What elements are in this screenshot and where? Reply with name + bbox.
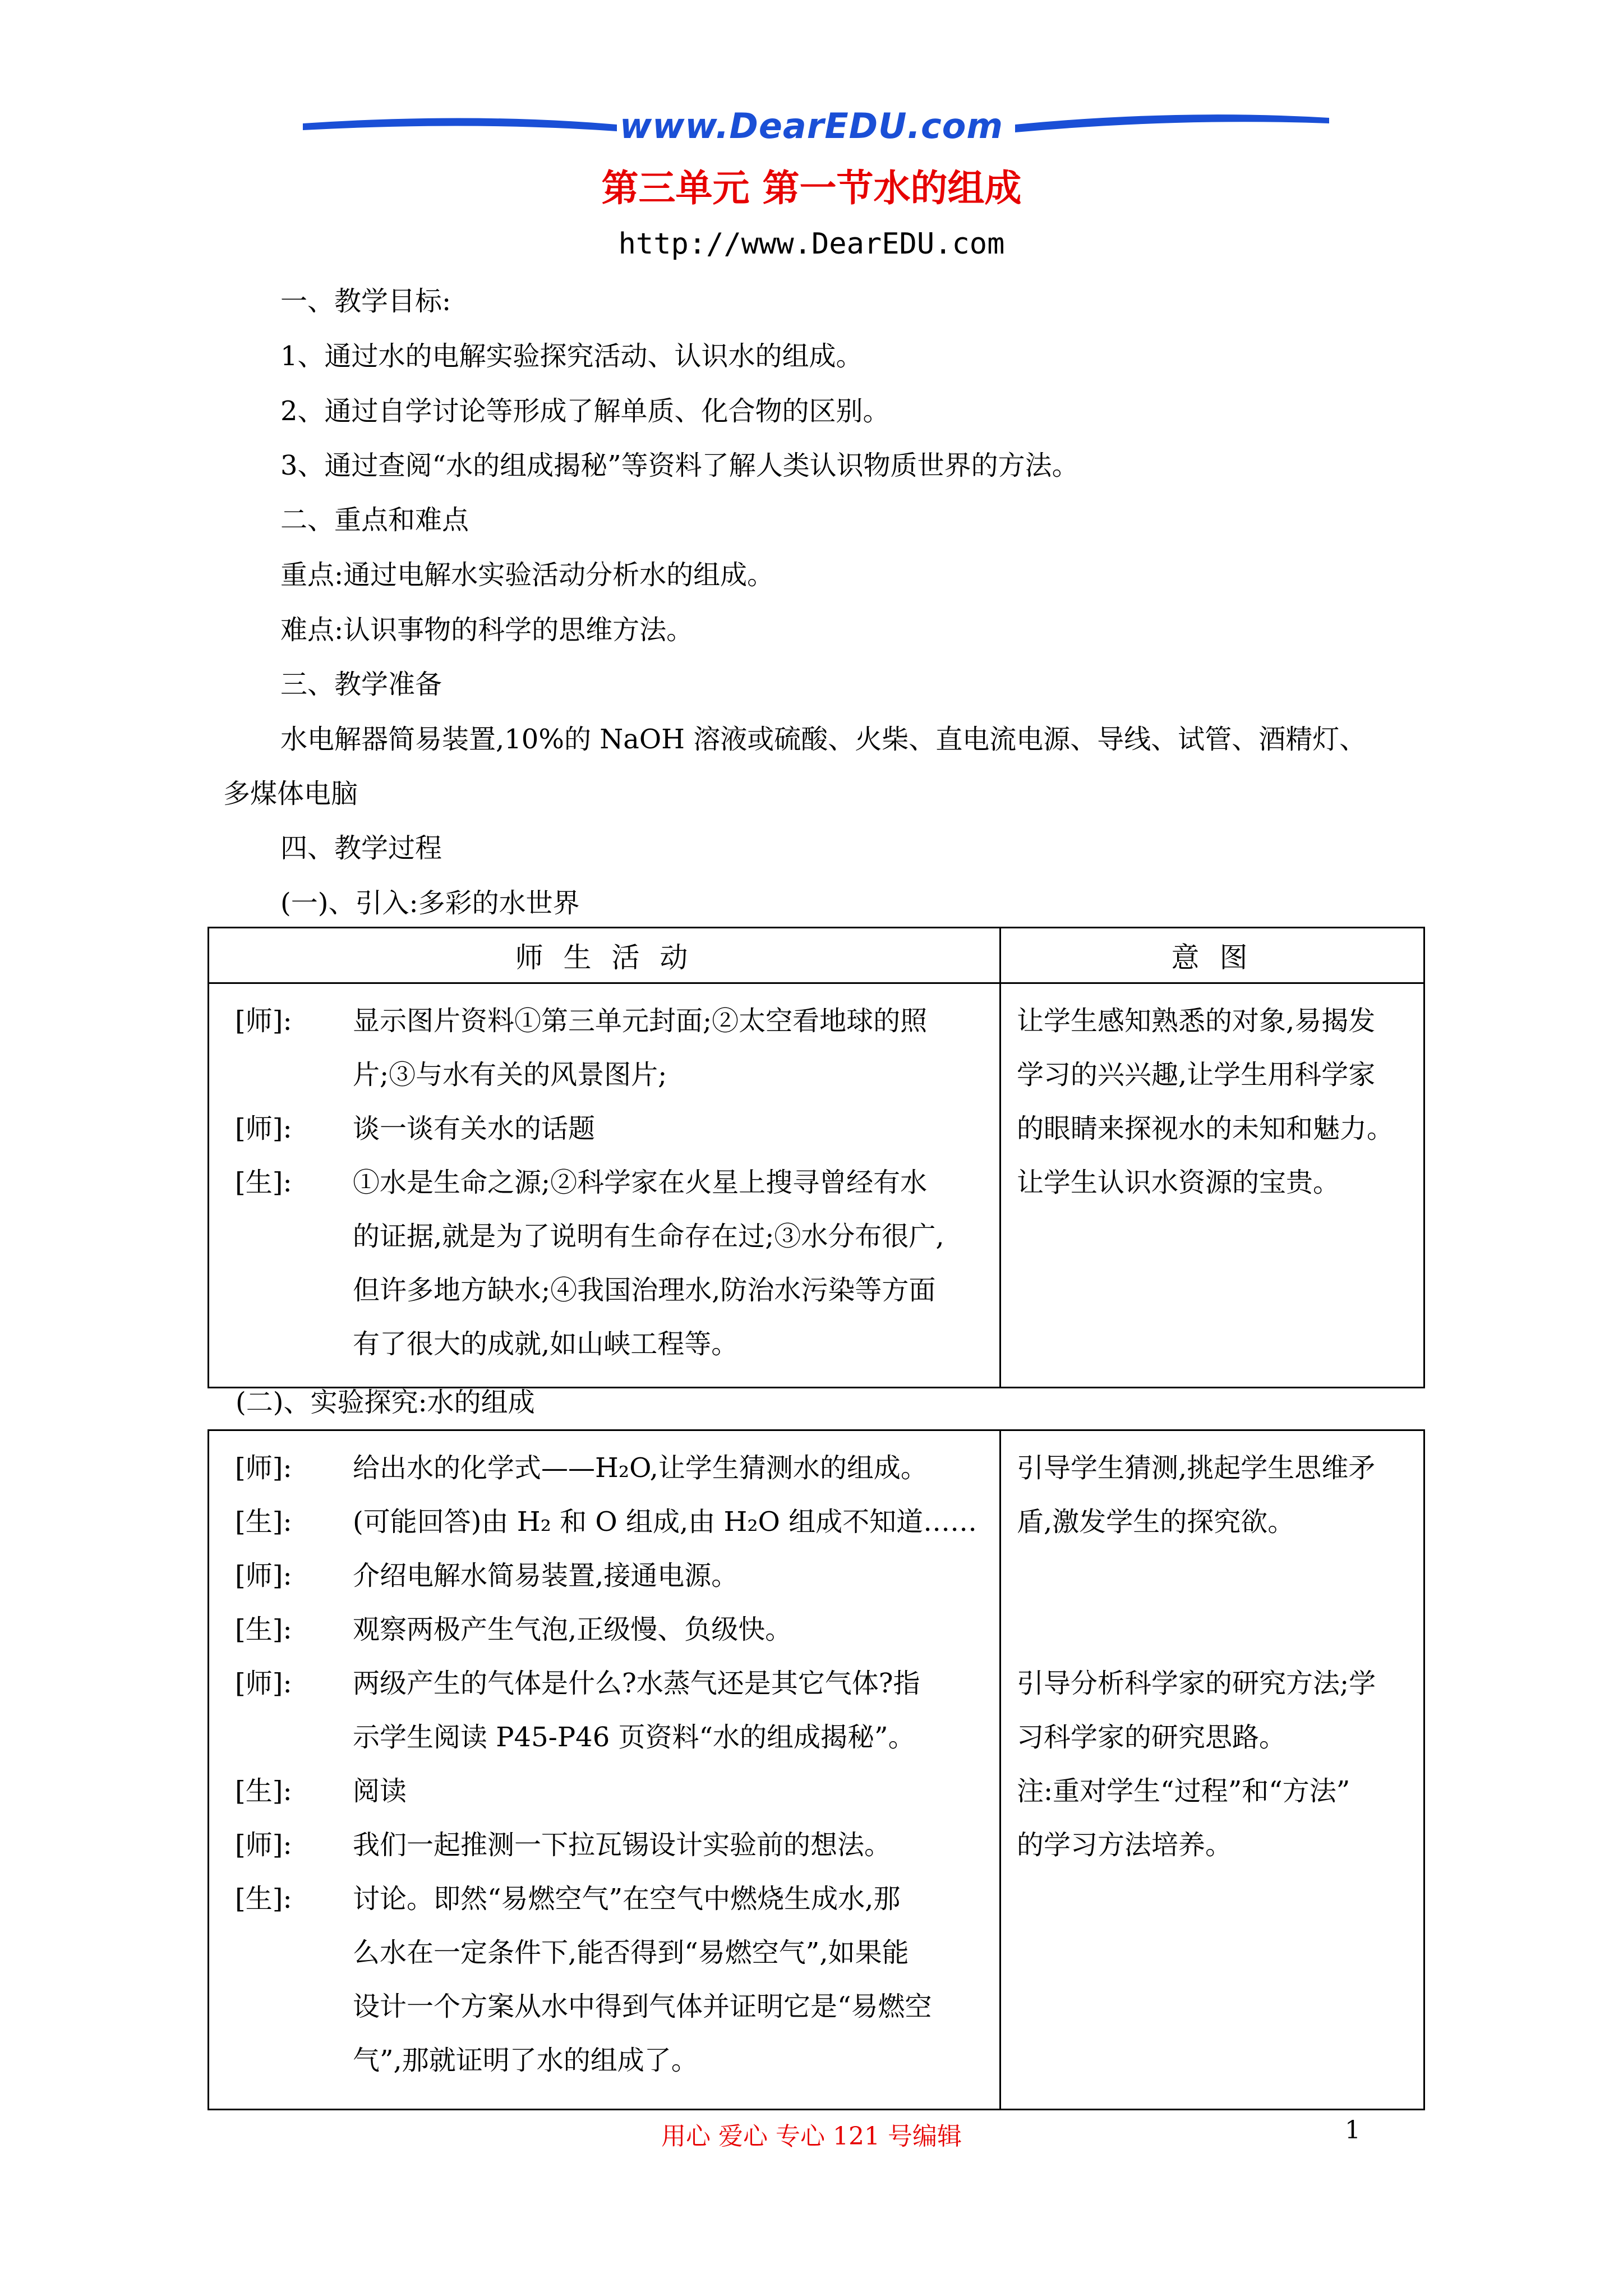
goals-heading: 一、教学目标: — [280, 286, 451, 317]
speaker-label: [生]: — [235, 1883, 292, 1915]
speaker-label: [生]: — [235, 1775, 292, 1807]
experiment-table — [208, 1429, 1425, 2110]
speaker-label: [生]: — [235, 1506, 292, 1538]
intent-line: 让学生认识水资源的宝贵。 — [1017, 1167, 1340, 1198]
intent-line: 引导学生猜测,挑起学生思维矛 — [1017, 1452, 1376, 1484]
dialogue-line: 谈一谈有关水的话题 — [353, 1113, 596, 1144]
part1-heading: (一)、引入:多彩的水世界 — [280, 887, 580, 919]
intent-line: 的学习方法培养。 — [1017, 1829, 1233, 1861]
dialogue-line: 片;③与水有关的风景图片; — [353, 1059, 667, 1091]
dialogue-row — [235, 994, 988, 1102]
dialogue-line: 有了很大的成就,如山峡工程等。 — [353, 1328, 739, 1360]
intent-cell — [1000, 983, 1424, 1388]
prep-heading: 三、教学准备 — [280, 669, 442, 700]
activity-cell — [209, 983, 1000, 1388]
dialogue-line: 阅读 — [353, 1775, 407, 1807]
speaker-label: [师]: — [235, 1829, 292, 1861]
dialogue-row — [235, 1102, 988, 1156]
dialogue-row — [235, 1818, 988, 1872]
intent-line: 盾,激发学生的探究欲。 — [1017, 1506, 1295, 1538]
dialogue-line: 气”,那就证明了水的组成了。 — [353, 2045, 698, 2076]
speaker-label: [师]: — [235, 1113, 292, 1144]
goal-1: 1、通过水的电解实验探究活动、认识水的组成。 — [280, 341, 863, 372]
prep-line-2: 多煤体电脑 — [223, 778, 358, 809]
dialogue-line: 么水在一定条件下,能否得到“易燃空气”,如果能 — [353, 1937, 909, 1968]
part2-heading: (二)、实验探究:水的组成 — [236, 1387, 535, 1418]
dialogue-row — [235, 1603, 988, 1657]
intent-line: 习科学家的研究思路。 — [1017, 1722, 1287, 1753]
goal-2: 2、通过自学讨论等形成了解单质、化合物的区别。 — [280, 395, 890, 427]
dialogue-row — [235, 1441, 988, 1495]
page-title: 第三单元 第一节水的组成 — [601, 167, 1022, 210]
dialogue-line: 显示图片资料①第三单元封面;②太空看地球的照 — [353, 1005, 928, 1037]
dialogue-line: 的证据,就是为了说明有生命存在过;③水分布很广, — [353, 1221, 944, 1252]
dialogue-line: 但许多地方缺水;④我国治理水,防治水污染等方面 — [353, 1274, 936, 1306]
intent-line: 的眼睛来探视水的未知和魅力。 — [1017, 1113, 1394, 1144]
footer-slogan: 用心 爱心 专心 121 号编辑 — [661, 2122, 962, 2151]
prep-line-1: 水电解器简易装置,10%的 NaOH 溶液或硫酸、火柴、直电流电源、导线、试管、酒精灯、 — [280, 724, 1367, 755]
dialogue-row — [235, 1764, 988, 1818]
dialogue-line: 两级产生的气体是什么?水蒸气还是其它气体?指 — [353, 1668, 920, 1699]
dialogue-line: 示学生阅读 P45-P46 页资料“水的组成揭秘”。 — [353, 1722, 915, 1753]
intent-line: 让学生感知熟悉的对象,易揭发 — [1017, 1005, 1376, 1037]
key-point: 重点:通过电解水实验活动分析水的组成。 — [280, 559, 774, 591]
speaker-label: [生]: — [235, 1614, 292, 1645]
speaker-label: [师]: — [235, 1005, 292, 1037]
intent-line: 注:重对学生“过程”和“方法” — [1017, 1775, 1350, 1807]
dialogue-row — [235, 1657, 988, 1764]
process-heading: 四、教学过程 — [280, 832, 442, 864]
dialogue-row — [235, 1549, 988, 1603]
speaker-label: [生]: — [235, 1167, 292, 1198]
intent-line: 引导分析科学家的研究方法;学 — [1017, 1668, 1376, 1699]
dialogue-line: 介绍电解水简易装置,接通电源。 — [353, 1560, 739, 1591]
speaker-label: [师]: — [235, 1668, 292, 1699]
speaker-label: [师]: — [235, 1560, 292, 1591]
dialogue-line: 观察两极产生气泡,正级慢、负级快。 — [353, 1614, 792, 1645]
difficult-point: 难点:认识事物的科学的思维方法。 — [280, 614, 694, 646]
intent-line: 学习的兴兴趣,让学生用科学家 — [1017, 1059, 1376, 1091]
intro-table — [208, 927, 1425, 1388]
page-number: 1 — [1345, 2116, 1361, 2145]
dialogue-line: (可能回答)由 H₂ 和 O 组成,由 H₂O 组成不知道…… — [353, 1506, 978, 1538]
dialogue-line: 讨论。即然“易燃空气”在空气中燃烧生成水,那 — [353, 1883, 901, 1915]
dialogue-row — [235, 1872, 988, 2087]
speaker-label: [师]: — [235, 1452, 292, 1484]
goal-3: 3、通过查阅“水的组成揭秘”等资料了解人类认识物质世界的方法。 — [280, 450, 1079, 481]
page-url-link[interactable]: http://www.DearEDU.com — [618, 227, 1005, 261]
column-header-activity: 师 生 活 动 — [209, 928, 1000, 983]
dialogue-row — [235, 1495, 988, 1549]
dialogue-row — [235, 1156, 988, 1371]
activity-cell — [209, 1430, 1000, 2110]
dialogue-line: 设计一个方案从水中得到气体并证明它是“易燃空 — [353, 1991, 932, 2022]
dialogue-line: 给出水的化学式——H₂O,让学生猜测水的组成。 — [353, 1452, 928, 1484]
intent-cell — [1000, 1430, 1424, 2110]
key-heading: 二、重点和难点 — [280, 504, 469, 536]
dialogue-line: ①水是生命之源;②科学家在火星上搜寻曾经有水 — [353, 1167, 928, 1198]
column-header-intent: 意 图 — [1000, 928, 1424, 983]
header-site-name[interactable]: www.DearEDU.com — [619, 105, 1003, 146]
dialogue-line: 我们一起推测一下拉瓦锡设计实验前的想法。 — [353, 1829, 892, 1861]
